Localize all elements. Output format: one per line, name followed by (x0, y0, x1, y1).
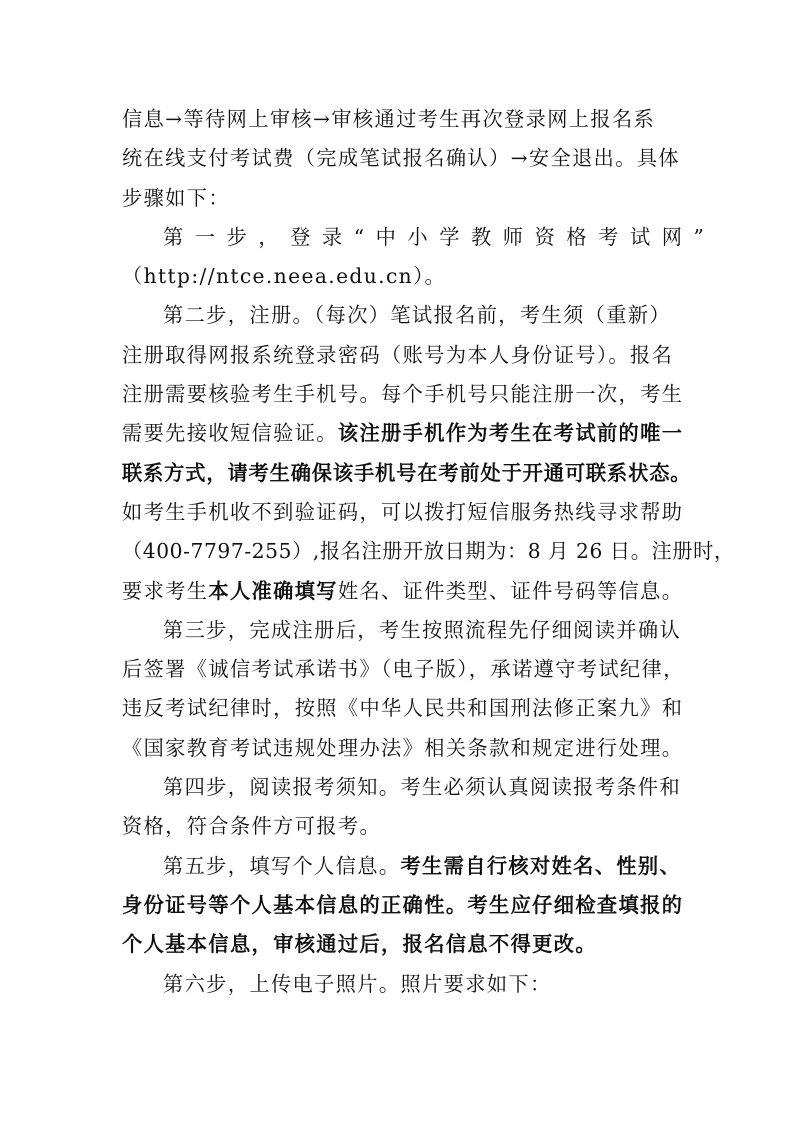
bold-text-line: 个人基本信息，审核通过后，报名信息不得更改。 (122, 932, 597, 957)
bold-text-run: 本人准确填写 (208, 578, 338, 603)
text-line: 资格，符合条件方可报考。 (122, 814, 382, 839)
bold-text-run: 该注册手机作为考生在考试前的唯一 (337, 421, 684, 446)
paragraph-step-6 (122, 965, 674, 1004)
text-line: 信息→等待网上审核→审核通过考生再次登录网上报名系 (122, 107, 656, 131)
text-line: 第六步，上传电子照片。照片要求如下： (163, 971, 552, 996)
paragraph-step-3 (122, 611, 685, 768)
text-run: 需要先接收短信验证。 (122, 421, 338, 446)
text-line (122, 572, 684, 611)
paragraph-intro (122, 100, 681, 218)
text-run: 要求考生 (122, 578, 209, 603)
text-line: （400-7797-255）,报名注册开放日期为：8 月 26 日。注册时， (122, 539, 735, 564)
text-line: 第四步，阅读报考须知。考生必须认真阅读报考条件和 (163, 775, 682, 800)
website-link-text: （http://ntce.neea.edu.cn）。 (122, 264, 447, 289)
text-line: 违反考试纪律时，按照《中华人民共和国刑法修正案九》和 (122, 696, 684, 721)
text-line: 《国家教育考试违规处理办法》相关条款和规定进行处理。 (122, 735, 684, 760)
bold-text-line: 联系方式，请考生确保该手机号在考前处于开通可联系状态。 (122, 460, 692, 485)
text-line: 第一步，登录“中小学教师资格考试网” (163, 224, 716, 249)
text-line: 后签署《诚信考试承诺书》（电子版），承诺遵守考试纪律， (122, 657, 685, 682)
text-line (122, 414, 684, 453)
text-line: 如考生手机收不到验证码，可以拨打短信服务热线寻求帮助 (122, 499, 684, 524)
text-line: 统在线支付考试费（完成笔试报名确认）→安全退出。具体 (122, 146, 681, 171)
text-run: 第五步，填写个人信息。 (163, 853, 401, 878)
text-line: 注册需要核验考生手机号。每个手机号只能注册一次，考生 (122, 382, 684, 407)
text-line: 第二步，注册。（每次）笔试报名前，考生须（重新） (163, 303, 672, 328)
text-line (122, 847, 682, 886)
document-page (122, 100, 735, 1004)
paragraph-step-4 (122, 768, 682, 847)
paragraph-step-2 (122, 296, 735, 610)
bold-text-line: 身份证号等个人基本信息的正确性。考生应仔细检查填报的 (122, 892, 684, 917)
paragraph-step-1 (122, 218, 716, 297)
text-line: 注册取得网报系统登录密码（账号为本人身份证号）。报名 (122, 342, 674, 367)
bold-text-run: 考生需自行核对姓名、性别、 (400, 853, 682, 878)
text-run: 姓名、证件类型、证件号码等信息。 (337, 578, 684, 603)
text-line: 步骤如下： (122, 185, 230, 210)
text-line: 第三步，完成注册后，考生按照流程先仔细阅读并确认 (163, 617, 682, 642)
paragraph-step-5 (122, 847, 684, 965)
